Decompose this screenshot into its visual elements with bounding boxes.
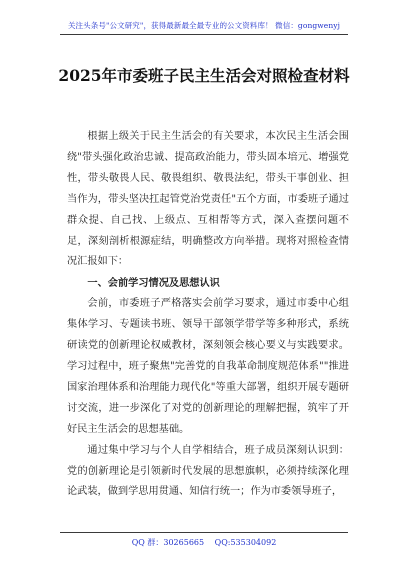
footer-divider	[60, 532, 348, 533]
body-paragraph: 会前，市委班子严格落实会前学习要求，通过市委中心组集体学习、专题读书班、领导干部领学带学等多种形式，系统研读党的创新理论权威教材，深刻领会核心要义与实践要求。学习过程中，班子聚焦"完善党的自我革命制度规范体系""推进国家治理体系和治理能力现代化"等重大部署，组织开展专题研讨交流，进一步深化了对党的创新理论的理解把握，筑牢了开好民主生活会的思想基础。	[67, 298, 349, 435]
header-divider	[60, 34, 348, 35]
body-paragraph: 通过集中学习与个人自学相结合，班子成员深刻认识到：党的创新理论是引领新时代发展的思想旗帜，必须持续深化理论武装，做到学思用贯通、知信行统一；作为市委领导班子，	[67, 444, 349, 498]
document-title: 2025年市委班子民主生活会对照检查材料	[58, 66, 350, 85]
document-body	[67, 127, 349, 503]
footer-qq-group: QQ 群：30265665	[131, 538, 205, 547]
page-header-promo: 关注头条号"公文研究"，获得最新最全最专业的公文资料库！ 微信：gongwenyj	[67, 21, 341, 30]
footer-qq-contact: QQ:535304092	[214, 538, 277, 547]
section-heading: 一、会前学习情况及思想认识	[87, 277, 220, 290]
intro-paragraph: 根据上级关于民主生活会的有关要求，本次民主生活会围绕"带头强化政治忠诚、提高政治能力，带头固本培元、增强党性，带头敬畏人民、敬畏组织、敬畏法纪，带头干事创业、担当作为，带头坚决扛起管党治党责任"五个方面，市委班子通过群众提、自己找、上级点、互相帮等方式，深入查摆问题不足，深刻剖析根源症结，明确整改方向举措。现将对照检查情况汇报如下：	[67, 131, 349, 268]
page-footer	[0, 537, 408, 548]
